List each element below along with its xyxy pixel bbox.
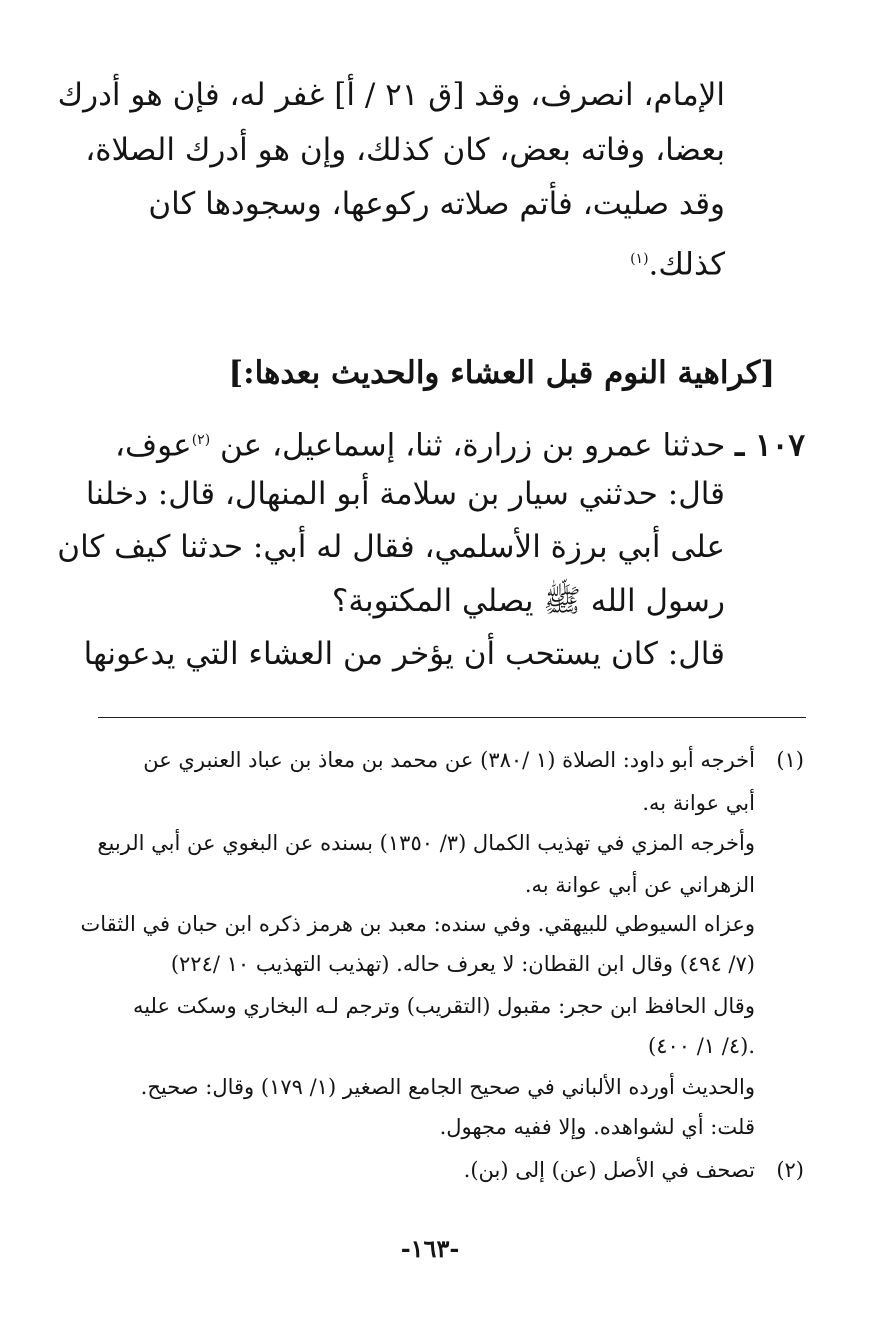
footnote-line: وعزاه السيوطي للبيهقي. وفي سنده: معبد بن هرمز ذكره ابن حبان في الثقات: [80, 912, 755, 936]
hadith-number: ١٠٧ ـ: [735, 427, 805, 464]
hadith-text: عوف،: [115, 427, 192, 464]
footnote-line: الزهراني عن أبي عوانة به.: [524, 873, 755, 897]
footnote-separator: [98, 717, 806, 718]
footnote-line: قلت: أي لشواهده. وإلا ففيه مجهول.: [439, 1115, 755, 1139]
footnote-line: أبي عوانة به.: [642, 791, 755, 815]
paragraph-line: وقد صليت، فأتم صلاته ركوعها، وسجودها كان: [148, 186, 725, 222]
footnote-line: أخرجه أبو داود: الصلاة (١ /٣٨٠) عن محمد بن معاذ بن عباد العنبري عن: [143, 748, 755, 772]
paragraph-line-last: [630, 236, 725, 287]
hadith-text: حدثنا عمرو بن زرارة، ثنا، إسماعيل، عن: [220, 427, 726, 464]
section-heading: [كراهية النوم قبل العشاء والحديث بعدها:]: [228, 355, 775, 391]
footnote-line: تصحف في الأصل (عن) إلى (بن).: [463, 1158, 755, 1182]
hadith-line: على أبي برزة الأسلمي، فقال له أبي: حدثنا كيف كان: [57, 529, 725, 565]
footnote-line: (٤/ ١/ ٤٠٠).: [647, 1034, 755, 1058]
paragraph-line: الإمام، انصرف، وقد [ق ٢١ / أ] غفر له، فإن هو أدرك: [57, 77, 725, 113]
paragraph-text: كذلك.: [648, 246, 725, 283]
paragraph-line: بعضا، وفاته بعض، كان كذلك، وإن هو أدرك الصلاة،: [85, 132, 725, 168]
footnote-marker: (٢): [776, 1158, 804, 1182]
footnote-reference-2: (٢): [191, 432, 211, 448]
hadith-line: قال: كان يستحب أن يؤخر من العشاء التي يدعونها: [83, 636, 725, 672]
footnote-line: (٧/ ٤٩٤) وقال ابن القطان: لا يعرف حاله. (تهذيب التهذيب ١٠ /٢٢٤): [170, 952, 755, 976]
hadith-line: قال: حدثني سيار بن سلامة أبو المنهال، قال: دخلنا: [85, 476, 725, 512]
footnote-line: وقال الحافظ ابن حجر: مقبول (التقريب) وترجم لـه البخاري وسكت عليه: [132, 994, 755, 1018]
page-number: -١٦٣-: [400, 1234, 460, 1263]
hadith-line: رسول الله ﷺ يصلي المكتوبة؟: [331, 583, 725, 619]
footnote-line: وأخرجه المزي في تهذيب الكمال (٣/ ١٣٥٠) بسنده عن البغوي عن أبي الربيع: [97, 831, 755, 855]
hadith-first-line: [115, 417, 805, 468]
footnote-marker: (١): [776, 748, 804, 772]
footnote-line: والحديث أورده الألباني في صحيح الجامع الصغير (١/ ١٧٩) وقال: صحيح.: [140, 1075, 755, 1099]
footnote-reference-1: (١): [630, 251, 649, 267]
